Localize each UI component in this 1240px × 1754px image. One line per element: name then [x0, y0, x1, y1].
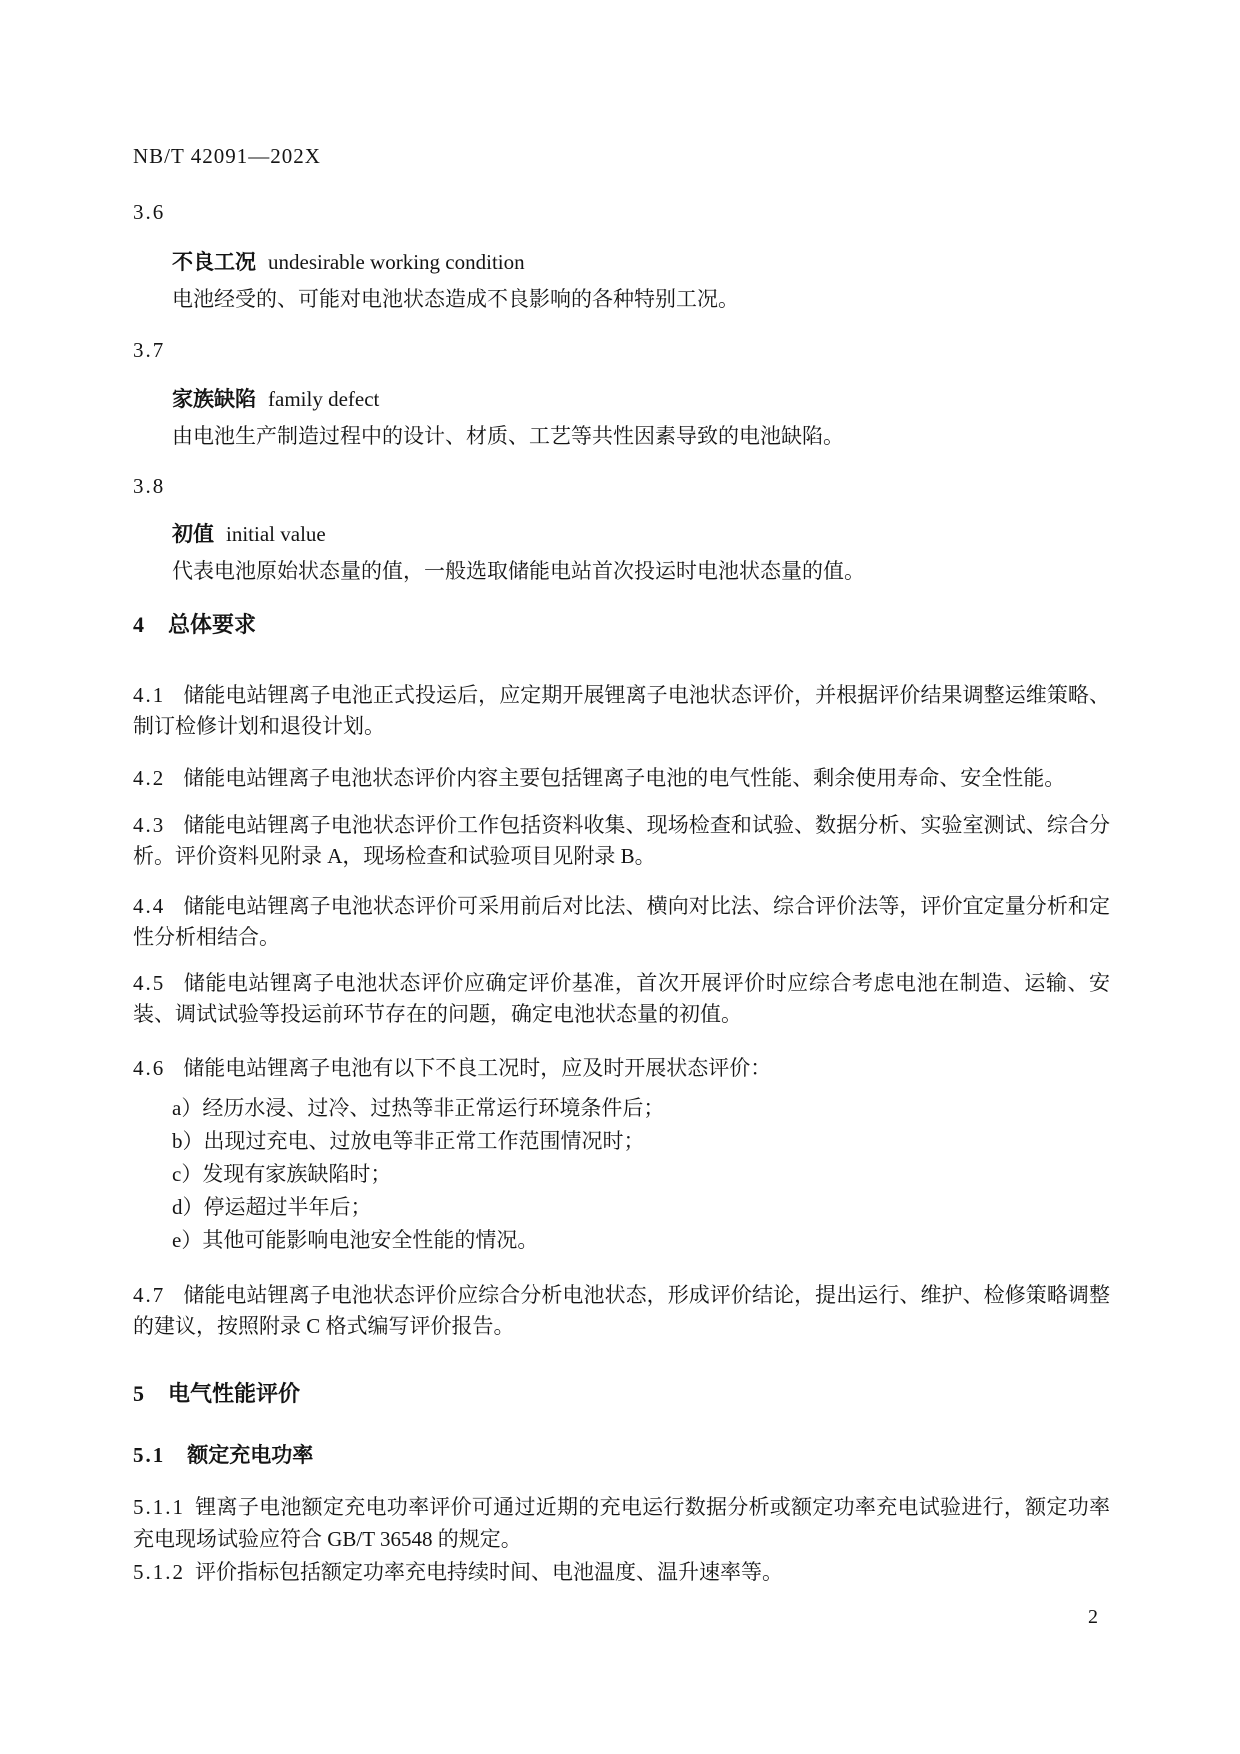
subsection-title: 额定充电功率	[187, 1443, 314, 1467]
list-item-b: b）出现过充电、过放电等非正常工作范围情况时；	[172, 1129, 645, 1153]
section-4-heading	[133, 609, 1110, 640]
term-definition-3-7: 由电池生产制造过程中的设计、材质、工艺等共性因素导致的电池缺陷。	[172, 424, 844, 448]
clause-number: 5.1.1	[133, 1495, 185, 1519]
clause-text: 储能电站锂离子电池状态评价应综合分析电池状态，形成评价结论，提出运行、维护、检修策略调整的建议，按照附录 C 格式编写评价报告。	[133, 1283, 1110, 1338]
clause-text: 储能电站锂离子电池状态评价可采用前后对比法、横向对比法、综合评价法等，评价宜定量分析和定性分析相结合。	[133, 894, 1110, 949]
clause-text: 储能电站锂离子电池状态评价应确定评价基准，首次开展评价时应综合考虑电池在制造、运输、安装、调试试验等投运前环节存在的问题，确定电池状态量的初值。	[133, 971, 1110, 1026]
term-en: family defect	[268, 387, 380, 411]
term-definition-3-6: 电池经受的、可能对电池状态造成不良影响的各种特别工况。	[172, 287, 739, 311]
term-title-3-7	[133, 384, 1149, 415]
clause-text: 储能电站锂离子电池有以下不良工况时，应及时开展状态评价：	[183, 1056, 772, 1080]
clause-text: 储能电站锂离子电池正式投运后，应定期开展锂离子电池状态评价，并根据评价结果调整运维策略、制订检修计划和退役计划。	[133, 683, 1110, 738]
term-definition-3-8: 代表电池原始状态量的值，一般选取储能电站首次投运时电池状态量的值。	[172, 559, 865, 583]
clause-4-1	[133, 680, 1110, 742]
clause-number: 4.1	[133, 683, 166, 707]
clause-number: 5.1.2	[133, 1560, 185, 1584]
clause-text: 锂离子电池额定充电功率评价可通过近期的充电运行数据分析或额定功率充电试验进行，额定功率充电现场试验应符合 GB/T 36548 的规定。	[133, 1495, 1110, 1551]
clause-number: 4.5	[133, 971, 166, 995]
section-title: 电气性能评价	[168, 1381, 301, 1406]
clause-4-7	[133, 1280, 1110, 1342]
clause-number: 4.4	[133, 894, 166, 918]
clause-text: 评价指标包括额定功率充电持续时间、电池温度、温升速率等。	[195, 1560, 783, 1584]
clause-number: 4.7	[133, 1283, 166, 1307]
section-number: 4	[133, 612, 146, 637]
clause-4-2	[133, 763, 1110, 794]
clause-4-4	[133, 891, 1110, 953]
term-zh: 家族缺陷	[172, 387, 256, 411]
clause-4-3	[133, 810, 1110, 872]
clause-5-1-2	[133, 1556, 1110, 1588]
clause-number: 4.2	[133, 766, 166, 790]
document-header: NB/T 42091—202X	[133, 144, 321, 168]
term-en: undesirable working condition	[268, 250, 525, 274]
term-id-3-7: 3.7	[133, 338, 166, 362]
page-number: 2	[1088, 1606, 1098, 1628]
term-title-3-6	[133, 247, 1149, 278]
clause-5-1-1	[133, 1491, 1110, 1555]
clause-4-6-list	[133, 1092, 1110, 1257]
subsection-number: 5.1	[133, 1443, 166, 1467]
section-number: 5	[133, 1381, 146, 1406]
clause-number: 4.3	[133, 813, 166, 837]
term-id-3-6: 3.6	[133, 200, 166, 224]
list-item-d: d）停运超过半年后；	[172, 1195, 372, 1219]
clause-number: 4.6	[133, 1056, 166, 1080]
list-item-a: a）经历水浸、过冷、过热等非正常运行环境条件后；	[172, 1096, 665, 1120]
clause-text: 储能电站锂离子电池状态评价工作包括资料收集、现场检查和试验、数据分析、实验室测试、综合分析。评价资料见附录 A，现场检查和试验项目见附录 B。	[133, 813, 1110, 868]
term-id-3-8: 3.8	[133, 474, 166, 498]
section-title: 总体要求	[168, 612, 257, 637]
term-en: initial value	[226, 522, 326, 546]
subsection-5-1-heading	[133, 1440, 1110, 1471]
clause-4-5	[133, 968, 1110, 1030]
term-title-3-8	[133, 519, 1149, 550]
list-item-e: e）其他可能影响电池安全性能的情况。	[172, 1228, 539, 1252]
section-5-heading	[133, 1378, 1110, 1409]
list-item-c: c）发现有家族缺陷时；	[172, 1162, 392, 1186]
term-zh: 不良工况	[172, 250, 256, 274]
term-zh: 初值	[172, 522, 214, 546]
clause-4-6	[133, 1053, 1110, 1084]
clause-text: 储能电站锂离子电池状态评价内容主要包括锂离子电池的电气性能、剩余使用寿命、安全性能。	[183, 766, 1066, 790]
